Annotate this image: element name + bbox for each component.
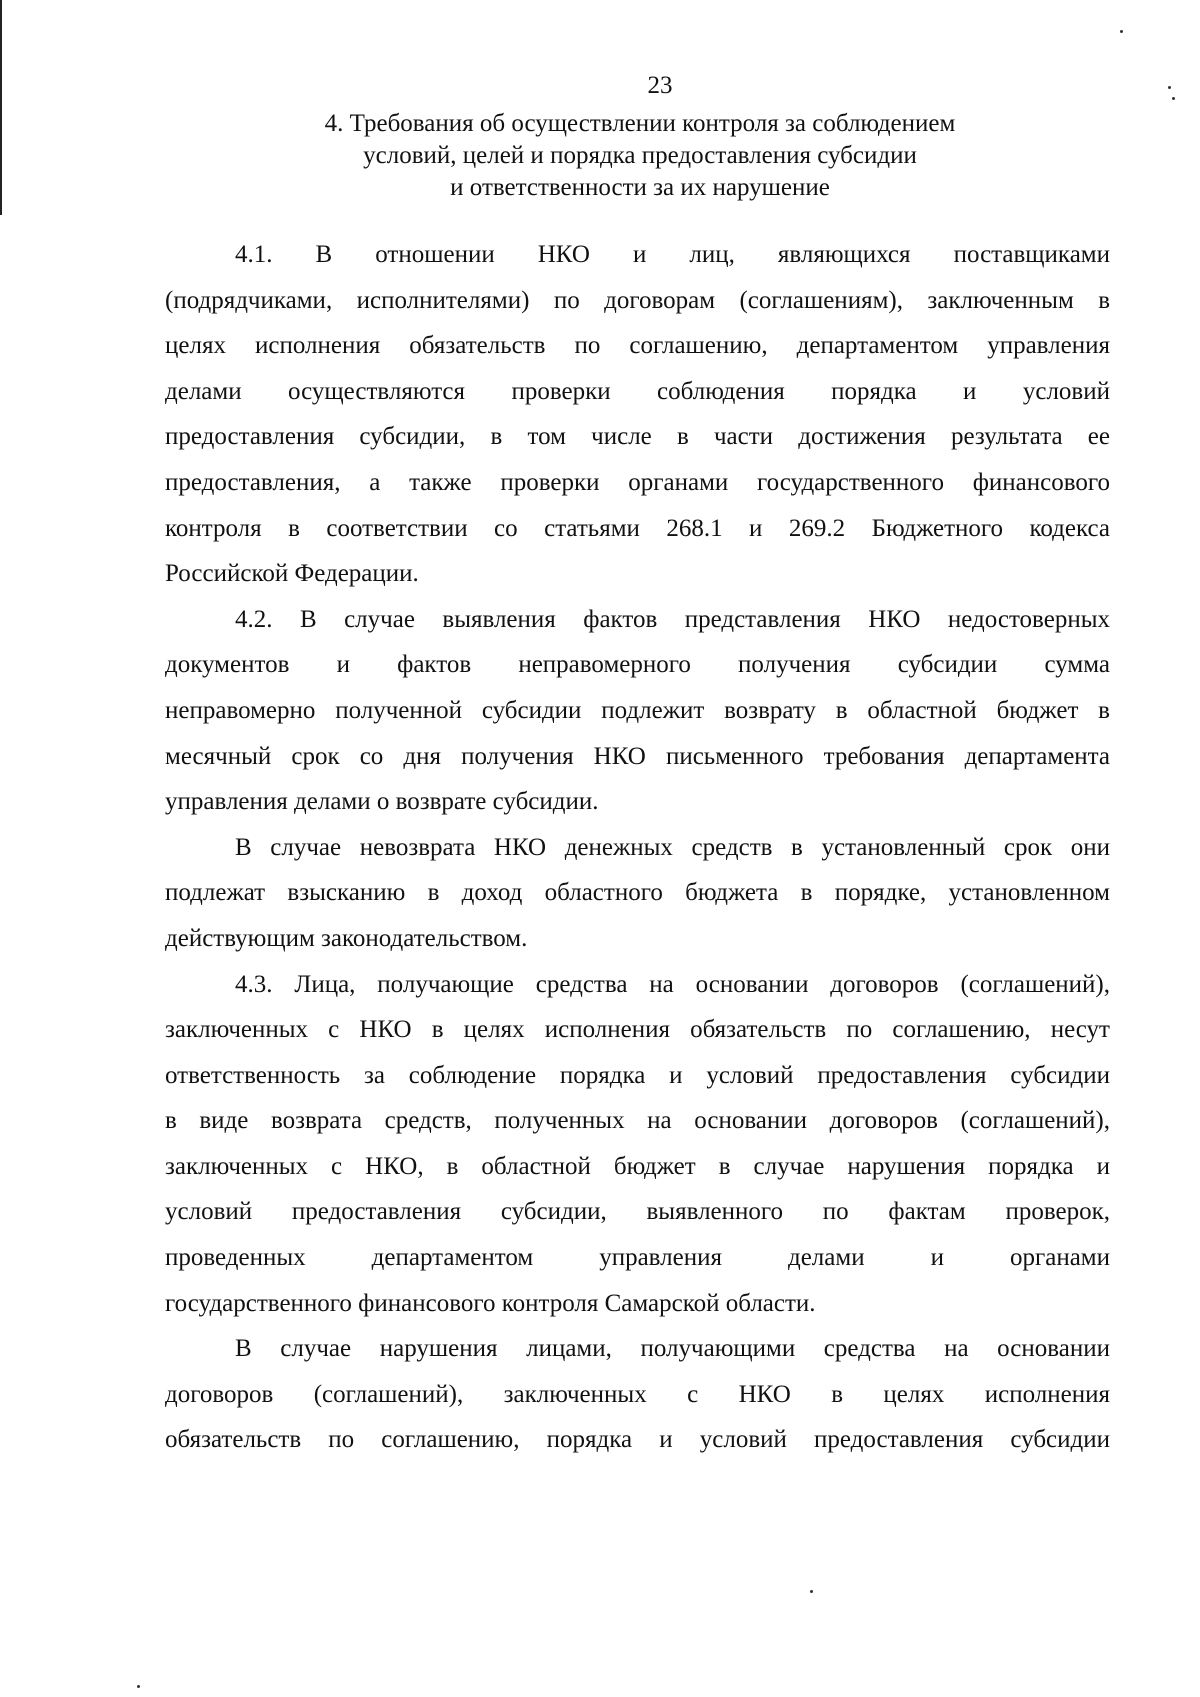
text-line: 4.2. В случае выявления фактов представления НКО недостоверных — [235, 605, 1110, 633]
paragraph — [165, 825, 1110, 962]
text-line: Российской Федерации. — [165, 560, 419, 588]
text-line: месячный срок со дня получения НКО письменного требования департамента — [165, 742, 1110, 770]
paragraph — [165, 597, 1110, 825]
text-line: договоров (соглашений), заключенных с НКО в целях исполнения — [165, 1380, 1110, 1408]
document-body — [165, 232, 1110, 1463]
paragraph — [165, 962, 1110, 1327]
text-line: проведенных департаментом управления делами и органами — [165, 1244, 1110, 1272]
text-line: заключенных с НКО в целях исполнения обязательств по соглашению, несут — [165, 1016, 1110, 1044]
text-line: управления делами о возврате субсидии. — [165, 788, 599, 816]
text-line: В случае нарушения лицами, получающими средства на основании — [235, 1335, 1110, 1363]
scan-speck — [137, 1685, 140, 1688]
text-line: условий предоставления субсидии, выявленного по фактам проверок, — [165, 1198, 1110, 1226]
text-line: 4.1. В отношении НКО и лиц, являющихся поставщиками — [235, 241, 1110, 268]
text-line: документов и фактов неправомерного получения субсидии сумма — [165, 651, 1110, 679]
text-line: делами осуществляются проверки соблюдения порядка и условий — [165, 377, 1110, 405]
heading-line: и ответственности за их нарушение — [450, 174, 830, 201]
text-line: (подрядчиками, исполнителями) по договорам (соглашениям), заключенным в — [165, 286, 1110, 314]
text-line: 4.3. Лица, получающие средства на основании договоров (соглашений), — [235, 970, 1110, 998]
scan-speck — [1120, 30, 1123, 33]
text-line: заключенных с НКО, в областной бюджет в случае нарушения порядка и — [165, 1152, 1110, 1180]
heading-line: условий, целей и порядка предоставления субсидии — [363, 142, 917, 169]
section-heading — [200, 108, 1080, 204]
text-line: контроля в соответствии со статьями 268.1 и 269.2 Бюджетного кодекса — [165, 514, 1110, 542]
text-line: обязательств по соглашению, порядка и условий предоставления субсидии — [165, 1426, 1110, 1454]
text-line: государственного финансового контроля Самарской области. — [165, 1289, 816, 1317]
text-line: ответственность за соблюдение порядка и условий предоставления субсидии — [165, 1061, 1110, 1089]
text-line: действующим законодательством. — [165, 924, 528, 952]
text-line: подлежат взысканию в доход областного бюджета в порядке, установленном — [165, 879, 1110, 907]
paragraph — [165, 232, 1110, 597]
text-line: неправомерно полученной субсидии подлежит возврату в областной бюджет в — [165, 696, 1110, 724]
text-line: предоставления субсидии, в том числе в части достижения результата ее — [165, 423, 1110, 451]
page-number: 23 — [647, 72, 673, 99]
scan-edge — [0, 0, 2, 215]
text-line: предоставления, а также проверки органами государственного финансового — [165, 468, 1110, 496]
scan-speck — [810, 1590, 813, 1593]
text-line: В случае невозврата НКО денежных средств в установленный срок они — [235, 833, 1110, 861]
text-line: целях исполнения обязательств по соглашению, департаментом управления — [165, 332, 1110, 360]
paragraph — [165, 1326, 1110, 1463]
heading-line: 4. Требования об осуществлении контроля за соблюдением — [324, 110, 956, 137]
text-line: в виде возврата средств, полученных на основании договоров (соглашений), — [165, 1107, 1110, 1135]
